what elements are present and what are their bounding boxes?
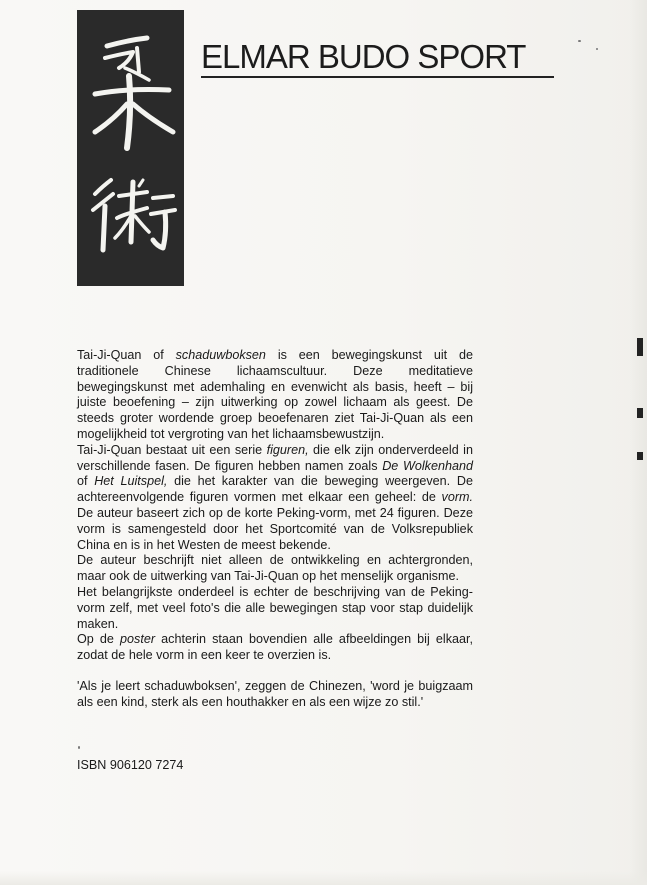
text-run: De auteur baseert zich op de korte Peking-vorm, met 24 figuren. Deze vorm is samengesteld door het Sportcomité van de Volksrepubliek China en is in het Westen de meest bekende.	[77, 505, 473, 552]
paper-speck	[578, 40, 581, 42]
calligraphy-logo-panel	[77, 10, 184, 286]
calligraphy-jujutsu-icon	[77, 10, 184, 286]
paragraph	[77, 632, 473, 664]
text-run: die elk zijn onderverdeeld in verschillende fasen. De figuren hebben namen zoals	[77, 442, 473, 473]
text-run: Op de	[77, 632, 121, 647]
paragraph	[77, 585, 473, 632]
text-run: is een bewegingskunst uit de traditionele Chinese lichaamscultuur. Deze meditatieve bewegingskunst met ademhaling en evenwicht als basis, heeft – bij juiste beoefening – zijn uitwerking op zowel lichaam als geest. De steeds groter wordende groep beoefenaren ziet Tai-Ji-Quan als een mogelijkheid tot vergroting van het lichaamsbewustzijn.	[77, 348, 473, 441]
edge-ink-mark	[637, 452, 643, 460]
italic-term: schaduwboksen	[175, 348, 266, 362]
italic-term: poster	[120, 632, 156, 647]
text-run: Tai-Ji-Quan bestaat uit een serie	[77, 442, 267, 457]
paper-speck	[596, 48, 598, 50]
page-edge-shadow	[629, 0, 647, 885]
title-underline-rule	[201, 76, 554, 78]
text-run: Tai-Ji-Quan of	[77, 348, 176, 362]
text-run: of	[77, 474, 95, 489]
paragraph	[77, 553, 473, 585]
edge-ink-mark	[637, 408, 643, 418]
italic-term: vorm.	[441, 490, 473, 505]
chinese-saying-quote: 'Als je leert schaduwboksen', zeggen de Chinezen, 'word je buigzaam als een kind, sterk als een houthakker en als een wijze zo stil.'	[77, 678, 473, 709]
text-run: achterin staan bovendien alle afbeeldingen bij elkaar, zodat de hele vorm in een keer te overzien is.	[77, 632, 473, 663]
paragraph	[77, 348, 473, 443]
description-text	[77, 348, 473, 711]
text-run: Het belangrijkste onderdeel is echter de beschrijving van de Peking-vorm zelf, met veel foto's die alle bewegingen stap voor stap duidelijk maken.	[77, 584, 473, 631]
isbn-number: ISBN 906120 7274	[77, 758, 184, 772]
edge-ink-mark	[637, 338, 643, 356]
publisher-brand-title: ELMAR BUDO SPORT	[201, 38, 526, 75]
italic-term: De Wolkenhand	[382, 458, 474, 473]
italic-term: figuren,	[266, 442, 309, 457]
text-run: die het karakter van die beweging weergeven. De achtereenvolgende figuren vormen met elkaar een geheel: de	[77, 474, 473, 505]
text-run: De auteur beschrijft niet alleen de ontwikkeling en achtergronden, maar ook de uitwerking van Tai-Ji-Quan op het menselijk organisme.	[77, 553, 473, 584]
page-bottom-shadow	[0, 871, 647, 885]
italic-term: Het Luitspel,	[94, 474, 168, 489]
paper-speck	[78, 746, 80, 749]
paragraph	[77, 443, 473, 554]
